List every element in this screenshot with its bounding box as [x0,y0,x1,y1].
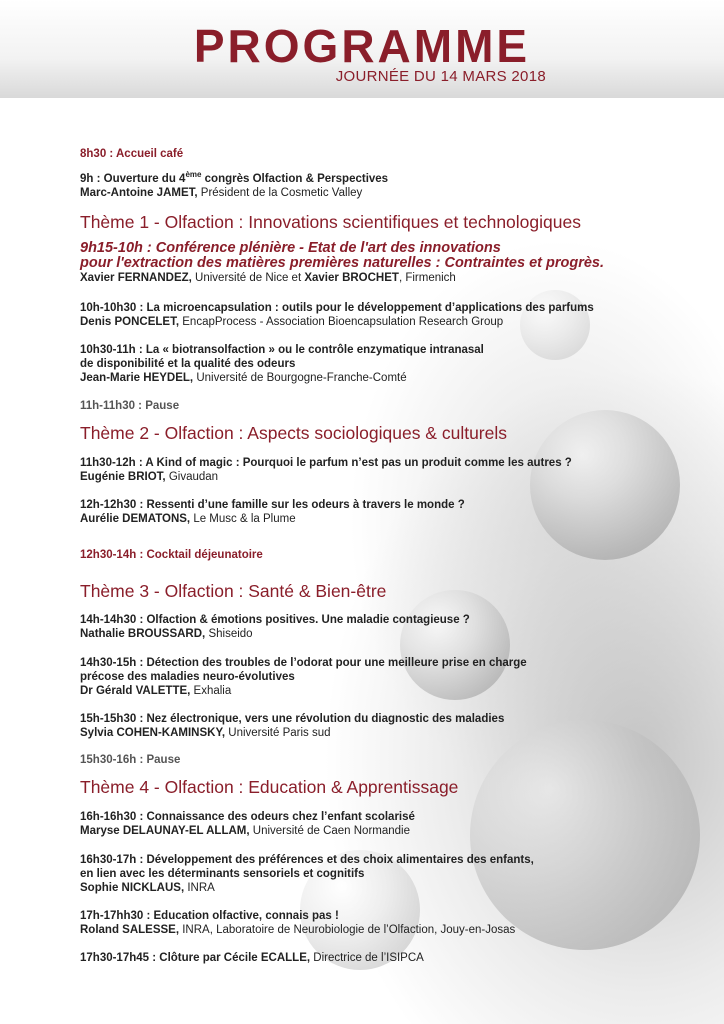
speaker-name: Denis PONCELET, [80,316,180,328]
theme-3-title: Thème 3 - Olfaction : Santé & Bien-être [80,581,387,601]
speaker-name: Aurélie DEMATONS, [80,513,191,525]
talk-item [80,810,690,838]
talk-title: 10h-10h30 : La microencapsulation : outils pour le développement d’applications des parfums [80,302,594,314]
speaker-affiliation: Université de Bourgogne-Franche-Comté [193,372,407,384]
speaker-affiliation: Shiseido [205,628,253,640]
talk-title-cont: en lien avec les déterminants sensoriels et cognitifs [80,868,365,880]
talk-item [80,853,690,895]
speaker-affiliation: INRA [184,882,215,894]
talk-item [80,498,690,526]
theme-4-title: Thème 4 - Olfaction : Education & Apprentissage [80,777,459,797]
conference-line-1: 9h15-10h : Conférence plénière - Etat de l'art des innovations [80,240,501,256]
header-banner [0,0,724,98]
talk-title: 10h30-11h : La « biotransolfaction » ou le contrôle enzymatique intranasal [80,344,484,356]
speaker-affiliation: EncapProcess - Association Bioencapsulation Research Group [179,316,504,328]
conference-line-2: pour l'extraction des matières premières naturelles : Contraintes et progrès. [80,255,605,271]
theme-1-title: Thème 1 - Olfaction : Innovations scientifiques et technologiques [80,212,581,232]
talk-title: 16h30-17h : Développement des préférences et des choix alimentaires des enfants, [80,854,534,866]
speaker-affiliation: Directrice de l’ISIPCA [310,952,424,964]
speaker-name: Nathalie BROUSSARD, [80,628,206,640]
speaker-name: Jean-Marie HEYDEL, [80,372,194,384]
talk-title-cont: précose des maladies neuro-évolutives [80,671,295,683]
talk-item [80,343,690,385]
talk-title: 11h30-12h : A Kind of magic : Pourquoi le parfum n’est pas un produit comme les autres ? [80,457,572,469]
talk-title: 16h-16h30 : Connaissance des odeurs chez l’enfant scolarisé [80,811,415,823]
talk-title: 14h30-15h : Détection des troubles de l’odorat pour une meilleure prise en charge [80,657,527,669]
speaker-affiliation: Université de Nice et [191,272,305,284]
ouverture-text: congrès Olfaction & Perspectives [201,173,389,185]
speaker-name: Marc-Antoine JAMET, [80,187,198,199]
talk-item [80,712,690,740]
speaker-name: Dr Gérald VALETTE, [80,685,191,697]
speaker-affiliation: Le Musc & la Plume [190,513,296,525]
speaker-affiliation: Université de Caen Normandie [249,825,411,837]
speaker-affiliation: Exhalia [190,685,232,697]
closing-title: 17h30-17h45 : Clôture par Cécile ECALLE, [80,952,311,964]
talk-title: 12h-12h30 : Ressenti d’une famille sur les odeurs à travers le monde ? [80,499,465,511]
speaker-name: Sophie NICKLAUS, [80,882,185,894]
talk-title: 17h-17hh30 : Education olfactive, connais pas ! [80,910,339,922]
talk-title: 14h-14h30 : Olfaction & émotions positives. Une maladie contagieuse ? [80,614,470,626]
closing-item [80,951,690,965]
theme-2-title: Thème 2 - Olfaction : Aspects sociologiques & culturels [80,423,508,443]
talk-item [80,613,690,641]
speaker-name: Xavier BROCHET [304,272,399,284]
lunch-item: 12h30-14h : Cocktail déjeunatoire [80,549,263,561]
accueil-item: 8h30 : Accueil café [80,148,184,160]
talk-title-cont: de disponibilité et la qualité des odeurs [80,358,296,370]
page-subtitle: JOURNÉE DU 14 MARS 2018 [335,68,546,85]
pause-item: 15h30-16h : Pause [80,754,181,766]
talk-item [80,456,690,484]
ouverture-title [80,172,690,186]
talk-item [80,301,690,329]
ouverture-item [80,172,690,200]
speaker-name: Sylvia COHEN-KAMINSKY, [80,727,226,739]
speaker-affiliation: Université Paris sud [225,727,331,739]
speaker-affiliation: Président de la Cosmetic Valley [197,187,363,199]
speaker-name: Roland SALESSE, [80,924,180,936]
speaker-affiliation: Givaudan [165,471,219,483]
pause-item: 11h-11h30 : Pause [80,400,180,412]
ouverture-time: 9h : Ouverture du 4 [80,173,186,185]
speaker-name: Xavier FERNANDEZ, [80,272,192,284]
talk-item [80,909,690,937]
ouverture-sup: ème [185,170,202,180]
talk-item [80,656,690,698]
speaker-name: Eugénie BRIOT, [80,471,166,483]
speaker-affiliation: , Firmenich [398,272,456,284]
speaker-name: Maryse DELAUNAY-EL ALLAM, [80,825,250,837]
talk-title: 15h-15h30 : Nez électronique, vers une révolution du diagnostic des maladies [80,713,505,725]
speaker-affiliation: INRA, Laboratoire de Neurobiologie de l’Olfaction, Jouy-en-Josas [179,924,516,936]
conference-pleniere [80,241,690,285]
page-title: PROGRAMME [193,20,531,72]
